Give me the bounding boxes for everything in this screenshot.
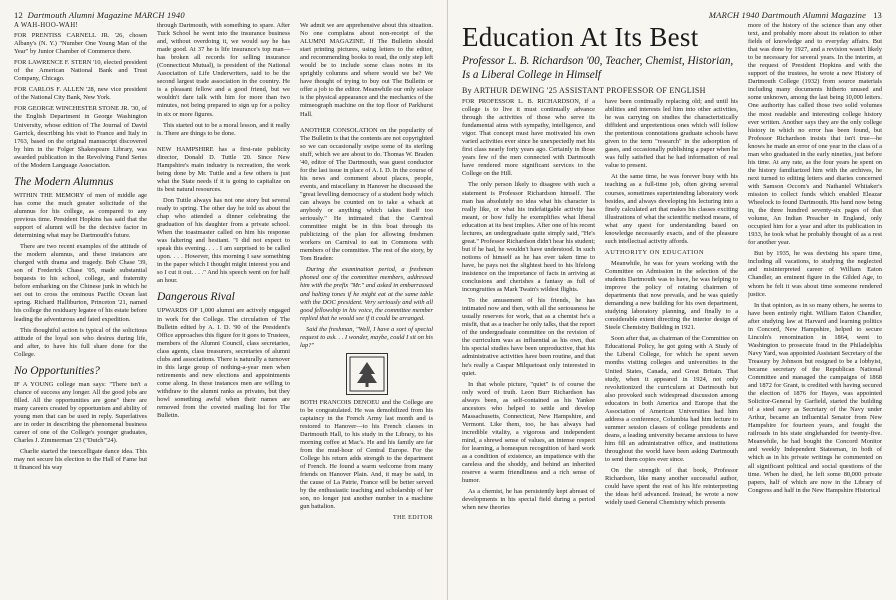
- wah-hoo-wah-heading: A WAH-HOO-WAH!: [14, 22, 79, 29]
- left-col-1: [14, 22, 147, 594]
- right-page-number: 13: [873, 10, 882, 20]
- col3-para: ANOTHER CONSOLATION on the popularity of The Bulletin is that the contents are not copyrighted so we can occasionally swipe some of its sterling stuff, which we are about to do. Thomas W. Braden '40, editor of The Dartmouth, was guest conductor for the last issue in place of A. I. D. In the course of his news and comment about places, people, events, and miscellany in Hanover he discussed the "great levelling democracy of a student body which can always be counted on to take a whack at anybody or anything which takes itself too seriously." He intimated that the Carnival committee might be in this boat through its publicizing of the plan for allowing freshmen workers on Carnival to eat in Commons with members of the committee. The rest of the story, by Tom Braden:: [300, 126, 433, 263]
- col2-para: Don Tuttle always has not one story but several ready to spring. The other day he told us about the chap who attended a dinner celebrating the graduation of his daughter from a private school. When the toastmaster called on him his response was faltering and hesitant. "I did not expect to speak this evening. . . . I am surprised to be called upon. . . . However, this morning I saw something in the paper which I thought might interest you and so I cut it out. . . ." And his speech went on for half an hour.: [157, 196, 290, 285]
- col2-para: This started out to be a moral lesson, and it really is. There are things to be done.: [157, 121, 290, 137]
- modern-alumnus-heading: The Modern Alumnus: [14, 175, 114, 188]
- left-col-2: [157, 22, 290, 594]
- authority-on-education-heading: AUTHORITY ON EDUCATION: [605, 248, 705, 256]
- article-subtitle: Professor L. B. Richardson '00, Teacher, Chemist, Historian, Is a Liberal College in Himself: [462, 55, 734, 81]
- col3-para: BOTH FRANCOIS DENOEU and the College are to be congratulated. He was demobilized from his captaincy in the French Army last month and is restored to Hanover—to his French classes in Dartmouth Hall, to his study in the Library, to his morning coffee at Mac's. He and his family are far from the mud-hour of Central Europe. For the College his return adds strength to the department of French. He found a warm welcome from many friends on Hanover Plain. And, it may be said, in the cause of La Patrie, France will be better served by the enthusiastic teaching and scholarship of her son, no longer just another number in a machine gun battalion.: [300, 398, 433, 511]
- article-title: Education At Its Best: [462, 22, 699, 52]
- modern-alumnus-para: There are two recent examples of the attitude of the modern alumnus, and these instances are charged with drama and tragedy. Bob Chase '39, son of Frederick Chase '05, made substantial bequests to his school, college, and fraternity before embarking on the Chinese junk in which he set out to cross the ominous Pacific Ocean last spring. Richard Halliburton, Princeton '21, named his college the residuary legatee of his estate before leading the adventurous and fated expedition.: [14, 243, 147, 323]
- modern-alumnus-para: This thoughtful action is typical of the solicitous attitude of the loyal son who desires during life, and after, to have his full share done for the College.: [14, 326, 147, 358]
- dangerous-rival-heading: Dangerous Rival: [157, 291, 235, 304]
- right-col-1: [462, 98, 595, 594]
- dartmouth-emblem-icon: [346, 353, 388, 395]
- wah-entry: FOR GEORGE WINCHESTER STONE JR. '30, of the English Department in George Washington University, whose edition of The Journal of David Garrick, describing his visit to France and Italy in 1763, based on the original manuscript discovered by him in the Folger Shakespeare Library, was awarded publication in the Revolving Fund Series of the Modern Language Association.: [14, 105, 147, 169]
- dangerous-rival-para: UPWARDS OF 1,000 alumni are actively engaged in work for the College. The circulation of The Bulletin edited by A. I. D. '90 of the President's Office approaches this figure for it goes to Trustees, members of the Alumni Council, class secretaries, class agents, class treasurers, secretaries of alumni clubs and associations. There is naturally a turnover in this large group of nothing-a-year men when retirements and new elections and appointments come along. In these instances men are willing to withdraw to the alumni ranks as privates, but they howl something awful when their names are removed from the coveted mailing list for The Bulletin.: [157, 307, 290, 420]
- right-columns: [462, 22, 882, 594]
- article-byline: By ARTHUR DEWING '25 ASSISTANT PROFESSOR OF ENGLISH: [462, 86, 706, 95]
- article-para: To the amusement of his friends, he has intimated now and then, with all the seriousness he usually reserves for work, that as a chemist he's a misfit, that as a teacher he only talks, that the report of the undergraduate committee on the revision of the curriculum was as influential as his own, that his special studies have been unproductive, that his administrative activities have been routine, and that he's really a Caspar Milquetoast only interested in quiet.: [462, 297, 596, 377]
- article-header: [462, 22, 738, 98]
- no-opportunities-para: IF A YOUNG college man says: "There isn't a chance of success any longer. All the good jobs are filled. All the opportunities are gone" there are many careers created by opportunism and ability of young men that can be used in reply. Superlatives are in order in describing the phenomenal business career of one of the College's younger graduates, Charles J. Zimmerman '23 ("Dutch"'24).: [14, 380, 147, 445]
- left-col-3: [300, 22, 433, 594]
- editor-signature: THE EDITOR: [392, 515, 433, 522]
- no-opportunities-heading: No Opportunities?: [14, 364, 100, 377]
- article-para: In that opinion, as in so many others, he seems to have been entirely right. William Eaton Chandler, after studying law at Harvard and learning politics in Concord, New Hampshire, helped to secure Lincoln's renomination in 1864, went to Washington to prosecute fraud in the Philadelphia Navy Yard, was appointed Assistant Secretary of the Treasury by Johnson but resigned to be a lobbyist, became secretary of the Republican National Committee and managed the campaigns of 1868 and 1872 for Grant, is credited with having secured the election of 1876 for Hayes, was appointed Solicitor-General by Garfield, started the building of a steel navy as Secretary of the Navy under Arthur, became an influential Senator from New Hampshire for fourteen years, and fought the railroads in his state singlehanded for twenty-five. Meanwhile, he had bought the Concord Monitor and weekly Independent Statesman, in both of which as in his private writings he commented on all significant political and social questions of the time. When he died, he left some 80,000 private papers, half of which are now in the Library of Congress and half in the New Hampshire Historical: [748, 301, 882, 494]
- article-para: In that whole picture, "quiet" is of course the only word of truth. Leon Burr Richardson has always been, as self-contained as his Yankee ancestors who helped to settle and develop Massachusetts, Connecticut, New Hampshire, and Vermont. Like them, too, he has always had incredible vitality, a vigorous and independent mind, a shrewd sense of values, an intense respect for learning, a homespun recognition of hard work as a condition of existence, an impatience with the careless and the shoddy, and behind an inherited reserve a warm friendliness and a rich sense of humor.: [462, 380, 596, 485]
- col3-quote: Said the freshman, "Well, I have a sort of special request to ask. . . I wonder, maybe, could I sit on his lap?": [300, 325, 433, 349]
- wah-entry: FOR LAWRENCE F. STERN '10, elected president of the American National Bank and Trust Company, Chicago.: [14, 59, 147, 83]
- article-para: On the strength of that book, Professor Richardson, like many another successful author, could have spent the rest of his life reinterpreting the ideas he'd advanced. Instead, he wrote a now widely used General Chemistry which presents: [605, 467, 739, 507]
- modern-alumnus-para: WITHIN THE MEMORY of men of middle age has come the much greater solicitude of the alumnus for his college, as compared to any previous time. President Hopkins has said that the support of alumni will be the decisive factor in determining what may be Dartmouth's future.: [14, 191, 147, 240]
- wah-entry: FOR PRENTISS CARNELL JR. '26, chosen Albany's (N. Y.) "Number One Young Man of the Year" by Junior Chamber of Commerce there.: [14, 32, 147, 56]
- no-opportunities-para: Charlie started the inexcelligate dance idea. This may not secure his election to the Hall of Fame but it financed his way: [14, 448, 147, 472]
- right-article-main: [462, 22, 738, 594]
- article-para: But by 1935, he was devising his spare time, including all vacations, to studying the neglected and misinterpreted career of William Eaton Chandler, an eminent figure in the Gilded Age, to whom he felt it was about time someone rendered justice.: [748, 250, 882, 298]
- col3-quote: During the examination period, a freshman phoned one of the committee members, addressed him with the prefix "Mr." and asked in embarrassed and halting tones if he might eat at the same table with the DOC president. Very seriously and with all good fellowship in his voice, the committee member replied that he would see if it could be arranged.: [300, 266, 433, 322]
- article-para: Meanwhile, he was for years working with the Committee on Admission in the selection of the students Dartmouth was to have, he was helping to improve the policy of rotating chairmen of departments that now prevails, and he was quietly demanding a new building for his own department, studying laboratory planning, and finally to a considerable extent directing the interior design of Steele Chemistry Building in 1921.: [605, 259, 739, 332]
- article-para: Soon after that, as chairman of the Committee on Educational Policy, he got going with A Study of the Liberal College, for which he spent seven months visiting colleges and universities in the United States, Canada, and Great Britain. That study, when it appeared in 1924, not only revolutionized the curriculum at Dartmouth but also provoked such widespread discussion among educators in both America and Europe that the Association of American Universities had him address a conference, Columbia had him lecture to summer session classes of college presidents and deans, a leading university became anxious to have him fill an administrative office, and institutions throughout the world have been asking Dartmouth to send them copies ever since.: [605, 335, 739, 464]
- article-para: more of the history of the science than any other text, and probably more about its relation to other fields of knowledge and to everyday affairs. But that was done by 1927, and a revision wasn't likely to be necessary for several years. In the interim, at the request of President Hopkins and with the support of the trustees, he wrote a new History of Dartmouth College (1932) from source materials including many documents hitherto unused and some unknown, among the last being 10,000 letters. One authority has called those two solid volumes the most readable and interesting college history ever written. Another says they are the only college history in which no error has been found, but Professor Richardson insists that isn't true—he knows he made an error of one year in the class of a man who graduated in the early nineties, just before his time. At any rate, as the four years he spent on the history familiarized him with the archives, he next turned to editing letters and diaries concerned with Samson Occom's and Nathaniel Whitaker's mission to collect funds which enabled Eleazar Wheelock to found Dartmouth. His hand now being in, the three hundred seventy-six pages of that volume, An Indian Preacher in England, only occupied him for a year and after its publication in 1933, he took what he probably thought of as a rest for another year.: [748, 22, 882, 247]
- left-page-number: 12: [14, 10, 23, 20]
- right-two-cols: [462, 98, 738, 594]
- article-para: At the same time, he was forever busy with his teaching as a full-time job, often giving several courses, sometimes superintending laboratory work besides, and always developing his lecturing into a finely calculated art that makes his classes exciting illustrations of what the scientific method means, of what any quest for understanding based on knowledge necessarily exacts, and of the pleasure such intellectual activity affords.: [605, 173, 739, 245]
- article-para: The only person likely to disagree with such a statement is Professor Richardson himself. The man has absolutely no idea what his character is really like, or what his indefatigable activity has meant, or how fully he exemplifies what liberal education at its best implies. After one of his recent lectures, an undergraduate quite simply said, "He's great." Professor Richardson didn't hear his student; but if he had, he wouldn't have understood. In such notions of himself as he has ever taken time to have, he pays not the slightest heed to his lifelong insistence on the importance of facts in arriving at conclusions and cherishes a fantasy as full of incongruities as Mark Twain's wildest flights.: [462, 181, 596, 294]
- article-para: As a chemist, he has persistently kept abreast of developments in his special field during a period when new theories: [462, 488, 596, 512]
- col2-para: through Dartmouth, with something to spare. After Tuck School he went into the insurance business and, without overdoing it, we would say he has made good. At 37 he is life insurance's top man—has broken all records for selling insurance (Connecticut Mutual), is president of the National Association of Life Underwriters, said to be the second largest trade association in the country. He is a pleasant fellow and a good friend, but we wouldn't dare talk with him for more than two minutes, not being prepared to sign up for a policy in six or more figures.: [157, 22, 290, 118]
- wah-entry: FOR CARLOS F. ALLEN '28, new vice president of the National City Bank, New York.: [14, 86, 147, 102]
- article-para: FOR PROFESSOR L. B. RICHARDSON, if a college is to live it must continually advance through the activities of those who serve its fundamental aims with sympathy, intelligence, and vigor. That concept must have motivated his own varied activities ever since he unexpectedly met his first class nearly forty years ago. Certainly in those years few of the men connected with Dartmouth have rendered more significant services to the College on the Hill.: [462, 98, 596, 178]
- emblem-graphic: [349, 356, 385, 392]
- left-running-title: Dartmouth Alumni Magazine MARCH 1940: [27, 10, 185, 20]
- col2-para: NEW HAMPSHIRE has a first-rate publicity director, Donald D. Tuttle '20. Since New Hampshire's main industry is recreation, the work being done by Mr. Tuttle and a few others is just what the State needs if it is going to capitalize on its best natural resources.: [157, 145, 290, 193]
- left-running-head: [14, 8, 433, 22]
- right-running-title: MARCH 1940 Dartmouth Alumni Magazine: [708, 10, 867, 20]
- col3-para: We admit we are apprehensive about this situation. No one complains about non-receipt of the ALUMNI MAGAZINE. If The Bulletin should start printing pictures, using letters to the editor, and recommending books to read, the only step left would be to include some class notes in its sprightly columns and where would we be? We have thought of trying to buy out The Bulletin or offer a job to the editor. Meanwhile our only solace is the physical appearance and the mechanics of the mimeograph machine on the top floor of Parkhurst Hall.: [300, 22, 433, 118]
- right-page: [448, 0, 896, 600]
- right-running-head: [462, 8, 882, 22]
- right-col-3: [748, 22, 882, 594]
- right-col-2: [605, 98, 738, 594]
- left-columns: [14, 22, 433, 594]
- article-para: have been continually replacing old; and until his abilities and interests led him into other activities, he was carrying on studies the characteristically diffident and unpretentious ones which will follow the pretentious connotations graduate schools have given to the term "research" in the adsorption of gases, and occasionally publishing a paper when he was fully satisfied that he had information of real value to present.: [605, 98, 739, 170]
